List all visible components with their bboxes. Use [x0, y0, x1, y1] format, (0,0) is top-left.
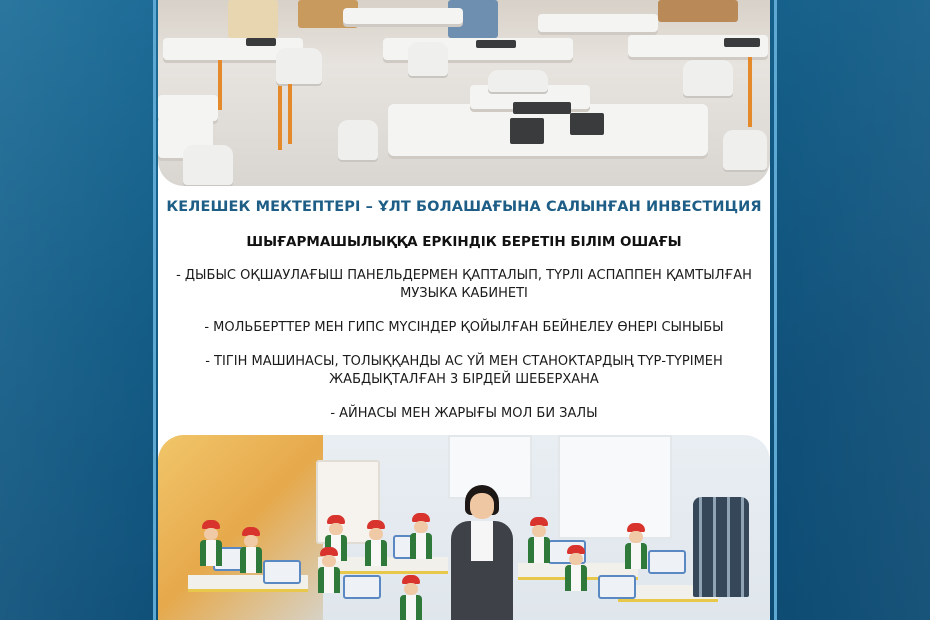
- storage-box: [513, 102, 571, 114]
- sewing-machine: [648, 550, 686, 574]
- chair: [183, 145, 233, 185]
- student: [316, 547, 346, 593]
- shelf: [658, 0, 738, 22]
- student: [623, 523, 649, 569]
- storage-box: [724, 38, 760, 47]
- student: [238, 527, 264, 573]
- chair: [408, 42, 448, 76]
- text-block: [158, 186, 770, 435]
- list-item-line: ЖАБДЫҚТАЛҒАН 3 БІРДЕЙ ШЕБЕРХАНА: [329, 372, 599, 387]
- student: [408, 513, 434, 559]
- teacher: [443, 485, 523, 620]
- list-item-art: [158, 319, 770, 337]
- table-leg: [218, 60, 222, 110]
- list-item-line: - АЙНАСЫ МЕН ЖАРЫҒЫ МОЛ БИ ЗАЛЫ: [330, 406, 598, 421]
- sewing-machine: [263, 560, 301, 584]
- headline: КЕЛЕШЕК МЕКТЕПТЕРІ – ҰЛТ БОЛАШАҒЫНА САЛЫНҒАН ИНВЕСТИЦИЯ: [166, 199, 762, 215]
- table: [538, 14, 658, 32]
- classroom-photo: [158, 0, 770, 186]
- frame-line-left: [153, 0, 156, 620]
- student: [398, 575, 424, 620]
- list-item-workshop: [158, 353, 770, 389]
- student: [563, 545, 589, 591]
- student: [363, 520, 389, 566]
- storage-box: [246, 38, 276, 46]
- wall-decoration: [228, 0, 278, 38]
- chair: [488, 70, 548, 92]
- list-item-music: [158, 267, 770, 303]
- window: [558, 435, 672, 539]
- list-item-line: МУЗЫКА КАБИНЕТІ: [400, 286, 528, 301]
- chair: [276, 48, 322, 84]
- list-item-dance: [158, 405, 770, 423]
- sewing-machine: [598, 575, 636, 599]
- student: [198, 520, 224, 566]
- chair: [683, 60, 733, 96]
- list-item-line: - ДЫБЫС ОҚШАУЛАҒЫШ ПАНЕЛЬДЕРМЕН ҚАПТАЛЫП, ТҮРЛІ АСПАППЕН ҚАМТЫЛҒАН: [176, 268, 752, 283]
- storage-box: [570, 113, 604, 135]
- chair: [723, 130, 767, 170]
- background-right: [770, 0, 930, 620]
- chair-leg: [288, 84, 292, 144]
- background-left: [0, 0, 160, 620]
- chair: [338, 120, 378, 160]
- storage-box: [476, 40, 516, 48]
- table: [343, 8, 463, 24]
- poster-card: [158, 0, 770, 620]
- sewing-class-photo: [158, 435, 770, 620]
- student: [526, 517, 552, 563]
- list-item-line: - ТІГІН МАШИНАСЫ, ТОЛЫҚҚАНДЫ АС ҮЙ МЕН СТАНОКТАРДЫҢ ТҮР-ТҮРІМЕН: [205, 354, 723, 369]
- subheadline: ШЫҒАРМАШЫЛЫҚҚА ЕРКІНДІК БЕРЕТІН БІЛІМ ОШАҒЫ: [246, 234, 682, 250]
- sewing-machine: [343, 575, 381, 599]
- frame-line-right: [774, 0, 777, 620]
- traditional-robe: [693, 497, 749, 597]
- storage-box: [510, 118, 544, 144]
- table-leg: [748, 57, 752, 127]
- list-item-line: - МОЛЬБЕРТТЕР МЕН ГИПС МҮСІНДЕР ҚОЙЫЛҒАН БЕЙНЕЛЕУ ӨНЕРІ СЫНЫБЫ: [204, 320, 724, 335]
